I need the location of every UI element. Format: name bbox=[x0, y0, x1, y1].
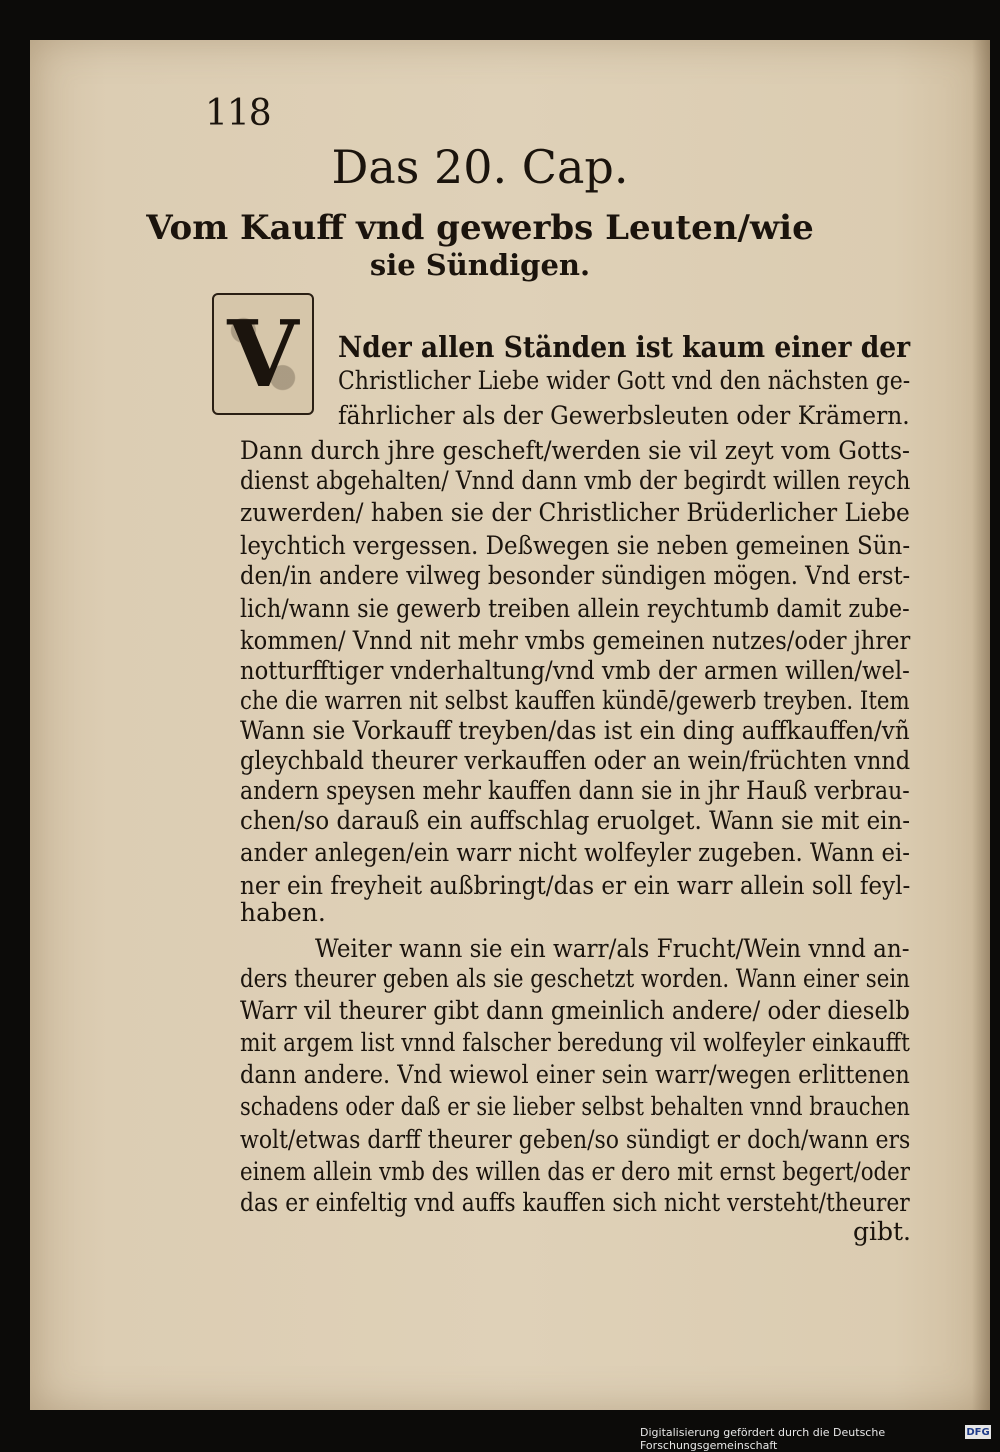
text-line: mit argem list vnnd falscher beredung vil wolfeyler einkaufft bbox=[240, 1028, 910, 1057]
text-line: andern speysen mehr kauffen dann sie in jhr Hauß verbrau- bbox=[240, 776, 910, 805]
text-line: zuwerden/ haben sie der Christlicher Brüderlicher Liebe bbox=[240, 498, 910, 527]
page-number: 118 bbox=[205, 93, 271, 134]
text-line: dienst abgehalten/ Vnnd dann vmb der begirdt willen reych bbox=[240, 466, 911, 495]
text-line: Wann sie Vorkauff treyben/das ist ein ding auffkauffen/vñ bbox=[240, 716, 910, 745]
text-line: wolt/etwas darff theurer geben/so sündigt er doch/wann ers bbox=[240, 1125, 911, 1154]
page-edge-shadow bbox=[972, 40, 990, 1410]
text-line: ner ein freyheit außbringt/das er ein warr allein soll feyl- bbox=[240, 871, 911, 900]
chapter-subtitle-line-2: sie Sündigen. bbox=[369, 248, 591, 282]
text-line: Christlicher Liebe wider Gott vnd den nächsten ge- bbox=[338, 366, 911, 395]
digitization-credit: Digitalisierung gefördert durch die Deutsche Forschungsgemeinschaft bbox=[640, 1426, 886, 1452]
text-line: Warr vil theurer gibt dann gmeinlich andere/ oder dieselb bbox=[240, 996, 910, 1025]
text-line: ders theurer geben als sie geschetzt worden. Wann einer sein bbox=[240, 964, 910, 993]
text-line: kommen/ Vnnd nit mehr vmbs gemeinen nutzes/oder jhrer bbox=[240, 626, 911, 655]
decorated-initial-letter: V bbox=[212, 293, 314, 415]
text-line: che die warren nit selbst kauffen kündē/gewerb treyben. Item bbox=[240, 686, 910, 715]
text-line: Dann durch jhre gescheft/werden sie vil zeyt vom Gotts- bbox=[240, 436, 910, 465]
text-line: haben. bbox=[240, 898, 326, 927]
text-line: fährlicher als der Gewerbsleuten oder Krämern. bbox=[338, 401, 910, 430]
text-line: Weiter wann sie ein warr/als Frucht/Wein vnnd an- bbox=[315, 934, 910, 963]
text-line: einem allein vmb des willen das er dero mit ernst begert/oder bbox=[240, 1157, 910, 1186]
text-line: dann andere. Vnd wiewol einer sein warr/wegen erlittenen bbox=[240, 1060, 910, 1089]
catchword: gibt. bbox=[853, 1217, 911, 1246]
chapter-heading: Das 20. Cap. bbox=[331, 140, 629, 194]
text-line: ander anlegen/ein warr nicht wolfeyler zugeben. Wann ei- bbox=[240, 838, 910, 867]
text-line: das er einfeltig vnd auffs kauffen sich nicht versteht/theurer bbox=[240, 1188, 910, 1217]
text-line: leychtich vergessen. Deßwegen sie neben gemeinen Sün- bbox=[240, 531, 911, 560]
text-line: gleychbald theurer verkauffen oder an wein/früchten vnnd bbox=[240, 746, 911, 775]
text-line: Nder allen Ständen ist kaum einer der bbox=[338, 330, 911, 364]
dfg-logo: DFG bbox=[966, 1426, 990, 1438]
text-line: schadens oder daß er sie lieber selbst behalten vnnd brauchen bbox=[240, 1092, 910, 1121]
text-line: chen/so darauß ein auffschlag eruolget. Wann sie mit ein- bbox=[240, 806, 910, 835]
text-line: den/in andere vilweg besonder sündigen mögen. Vnd erst- bbox=[240, 561, 911, 590]
text-line: notturfftiger vnderhaltung/vnd vmb der armen willen/wel- bbox=[240, 656, 910, 685]
chapter-subtitle-line-1: Vom Kauff vnd gewerbs Leuten/wie bbox=[146, 208, 814, 248]
text-line: lich/wann sie gewerb treiben allein reychtumb damit zube- bbox=[240, 594, 910, 623]
